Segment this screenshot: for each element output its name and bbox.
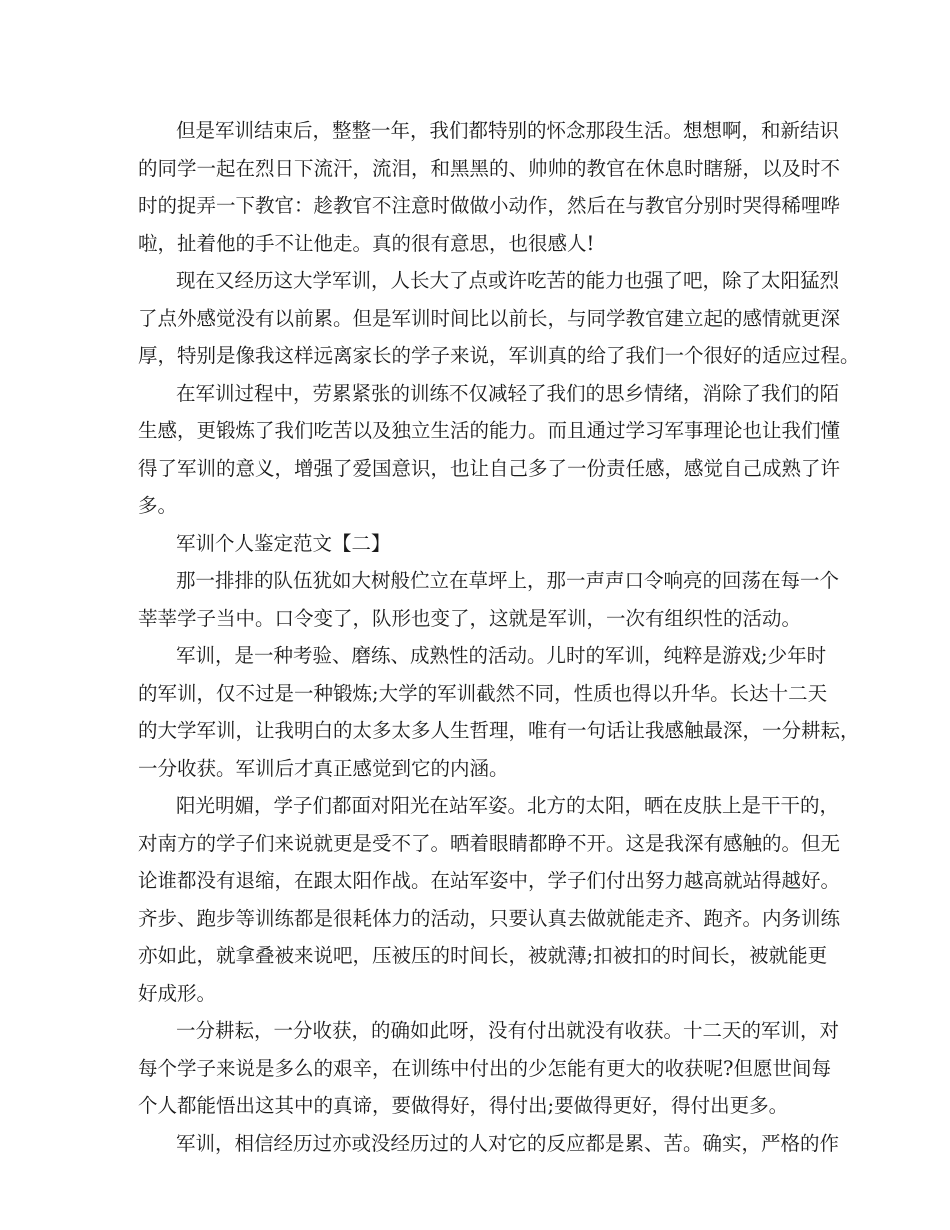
text-line: 了点外感觉没有以前累。但是军训时间比以前长，与同学教官建立起的感情就更深 <box>138 306 841 330</box>
text-line: 的同学一起在烈日下流汗，流泪，和黑黑的、帅帅的教官在休息时瞎掰，以及时不 <box>138 156 841 180</box>
text-line: 啦，扯着他的手不让他走。真的很有意思，也很感人! <box>138 231 595 255</box>
text-line: 军训，是一种考验、磨练、成熟性的活动。儿时的军训，纯粹是游戏;少年时 <box>176 644 827 667</box>
section-heading: 军训个人鉴定范文【二】 <box>176 531 391 555</box>
text-line: 那一排排的队伍犹如大树般伫立在草坪上，那一声声口令响亮的回荡在每一个 <box>176 569 840 592</box>
text-line: 生感，更锻炼了我们吃苦以及独立生活的能力。而且通过学习军事理论也让我们懂 <box>138 419 841 442</box>
text-line: 多。 <box>138 494 178 517</box>
text-line: 个人都能悟出这其中的真谛，要做得好，得付出;要做得更好，得付出更多。 <box>138 1094 789 1117</box>
text-line: 军训，相信经历过亦或没经历过的人对它的反应都是累、苦。确实，严格的作 <box>176 1131 840 1155</box>
text-line: 在军训过程中，劳累紧张的训练不仅减轻了我们的思乡情绪，消除了我们的陌 <box>176 381 840 405</box>
text-line: 的军训，仅不过是一种锻炼;大学的军训截然不同，性质也得以升华。长达十二天 <box>138 681 828 705</box>
text-line: 但是军训结束后，整整一年，我们都特别的怀念那段生活。想想啊，和新结识 <box>176 119 840 142</box>
text-line: 厚，特别是像我这样远离家长的学子来说，军训真的给了我们一个很好的适应过程。 <box>138 344 860 367</box>
text-line: 对南方的学子们来说就更是受不了。晒着眼睛都睁不开。这是我深有感触的。但无 <box>138 831 841 855</box>
text-line: 得了军训的意义，增强了爱国意识，也让自己多了一份责任感，感觉自己成熟了许 <box>138 456 841 480</box>
text-line: 阳光明媚，学子们都面对阳光在站军姿。北方的太阳，晒在皮肤上是干干的， <box>176 794 840 817</box>
text-line: 一分耕耘，一分收获，的确如此呀，没有付出就没有收获。十二天的军训，对 <box>176 1019 840 1042</box>
text-line: 齐步、跑步等训练都是很耗体力的活动，只要认真去做就能走齐、跑齐。内务训练 <box>138 906 841 930</box>
text-line: 每个学子来说是多么的艰辛，在训练中付出的少怎能有更大的收获呢?但愿世间每 <box>138 1056 831 1080</box>
text-line: 时的捉弄一下教官：趁教官不注意时做做小动作，然后在与教官分别时哭得稀哩哗 <box>138 194 841 217</box>
text-line: 莘莘学子当中。口令变了，队形也变了，这就是军训，一次有组织性的活动。 <box>138 606 802 630</box>
text-line: 的大学军训，让我明白的太多太多人生哲理，唯有一句话让我感触最深，一分耕耘， <box>138 719 860 742</box>
text-line: 亦如此，就拿叠被来说吧，压被压的时间长，被就薄;扣被扣的时间长，被就能更 <box>138 944 828 967</box>
text-line: 论谁都没有退缩，在跟太阳作战。在站军姿中，学子们付出努力越高就站得越好。 <box>138 869 841 892</box>
document-body <box>138 112 860 1162</box>
text-line: 现在又经历这大学军训，人长大了点或许吃苦的能力也强了吧，除了太阳猛烈 <box>176 269 840 292</box>
text-line: 好成形。 <box>138 981 217 1005</box>
text-line: 一分收获。军训后才真正感觉到它的内涵。 <box>138 756 509 780</box>
